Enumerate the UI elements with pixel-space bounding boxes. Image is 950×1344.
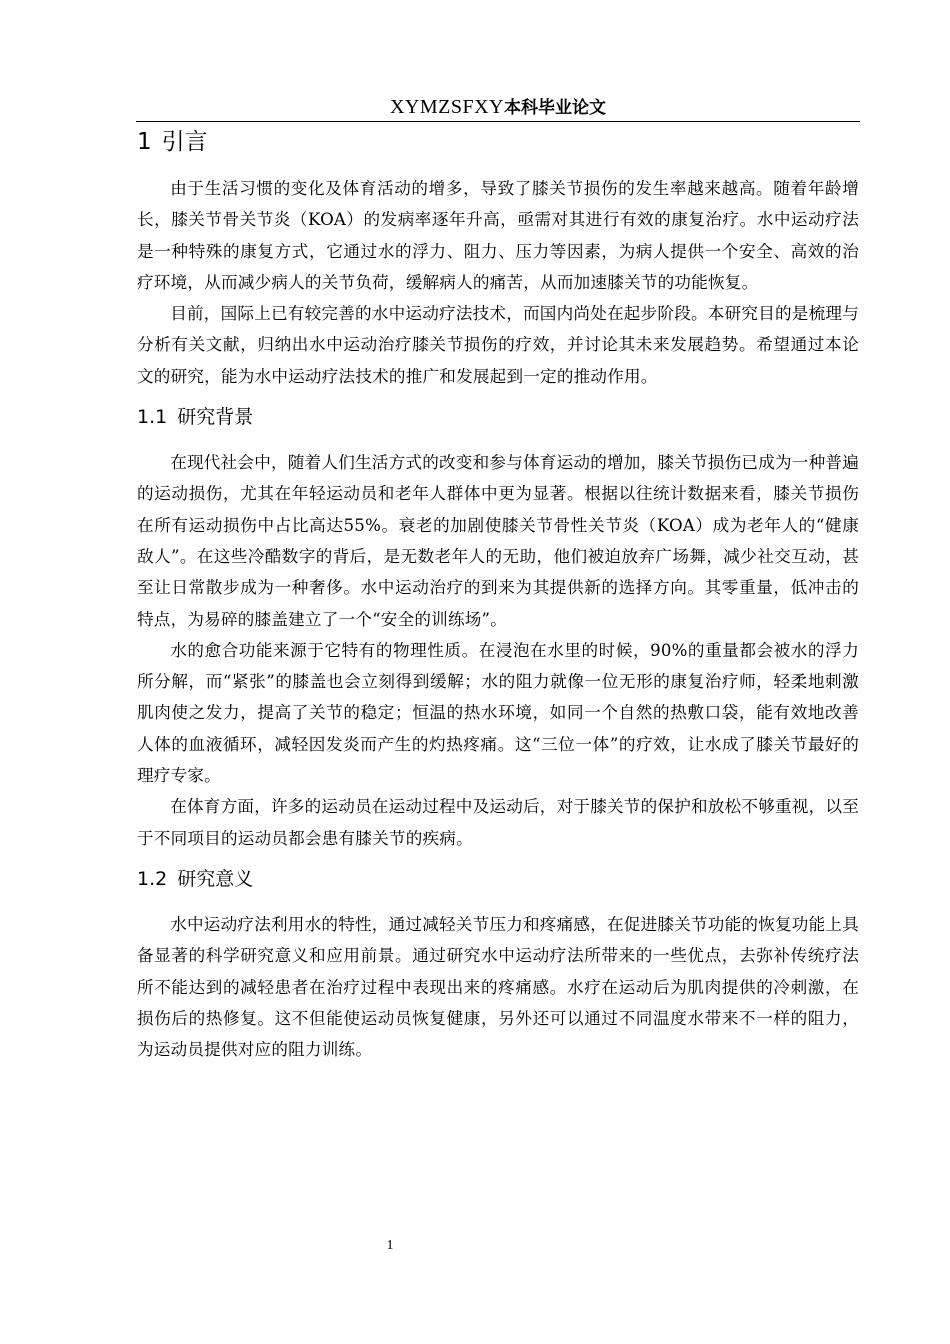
header-label: 本科毕业论文 [504,98,607,118]
paragraph: 在体育方面，许多的运动员在运动过程中及运动后，对于膝关节的保护和放松不够重视，以至于不同项目的运动员都会患有膝关节的疾病。 [137,797,859,848]
section-title: 引言 [161,129,208,155]
paragraph: 水中运动疗法利用水的特性，通过减轻关节压力和疼痛感，在促进膝关节功能的恢复功能上具备显著的科学研究意义和应用前景。通过研究水中运动疗法所带来的一些优点，去弥补传统疗法所不能达到的减轻患者在治疗过程中表现出来的疼痛感。水疗在运动后为肌肉提供的冷刺激，在损伤后的热修复。这不但能使运动员恢复健康，另外还可以通过不同温度水带来不一样的阻力，为运动员提供对应的阻力训练。 [137,914,859,1060]
paragraph: 水的愈合功能来源于它特有的物理性质。在浸泡在水里的时候，90%的重量都会被水的浮力所分解，而“紧张”的膝盖也会立刻得到缓解；水的阻力就像一位无形的康复治疗师，轻柔地刺激肌肉使之发力，提高了关节的稳定；恒温的热水环境，如同一个自然的热敷口袋，能有效地改善人体的血液循环，减轻因发炎而产生的灼热疼痛。这“三位一体”的疗效，让水成了膝关节最好的理疗专家。 [137,640,859,786]
paragraph: 由于生活习惯的变化及体育活动的增多，导致了膝关节损伤的发生率越来越高。随着年龄增长，膝关节骨关节炎（KOA）的发病率逐年升高，亟需对其进行有效的康复治疗。水中运动疗法是一种特殊的康复方式，它通过水的浮力、阻力、压力等因素，为病人提供一个安全、高效的治疗环境，从而减少病人的关节负荷，缓解病人的痛苦，从而加速膝关节的功能恢复。 [137,179,859,292]
page-header [136,95,860,120]
section-number: 1.1 [137,406,168,429]
header-code: XYMZSFXY [389,96,505,118]
section-heading-1-2 [137,854,859,909]
section-heading-1-1 [137,392,859,447]
section-title: 研究意义 [177,867,254,890]
page-number: 1 [386,1238,394,1253]
header-rule [136,121,860,122]
paragraph: 在现代社会中，随着人们生活方式的改变和参与体育运动的增加，膝关节损伤已成为一种普遍的运动损伤，尤其在年轻运动员和老年人群体中更为显著。根据以往统计数据来看，膝关节损伤在所有运动损伤中占比高达55%。衰老的加剧使膝关节骨性关节炎（KOA）成为老年人的“健康敌人”。在这些冷酷数字的背后，是无数老年人的无助，他们被迫放弃广场舞，减少社交互动，甚至让日常散步成为一种奢侈。水中运动治疗的到来为其提供新的选择方向。其零重量，低冲击的特点，为易碎的膝盖建立了一个“安全的训练场”。 [137,453,859,629]
page-body [137,124,859,1065]
section-title: 研究背景 [177,406,254,429]
paragraph: 目前，国际上已有较完善的水中运动疗法技术，而国内尚处在起步阶段。本研究目的是梳理与分析有关文献，归纳出水中运动治疗膝关节损伤的疗效，并讨论其未来发展趋势。希望通过本论文的研究，能为水中运动疗法技术的推广和发展起到一定的推动作用。 [137,304,859,386]
section-number: 1 [137,129,152,155]
section-number: 1.2 [137,867,168,890]
section-heading-1 [137,124,859,173]
